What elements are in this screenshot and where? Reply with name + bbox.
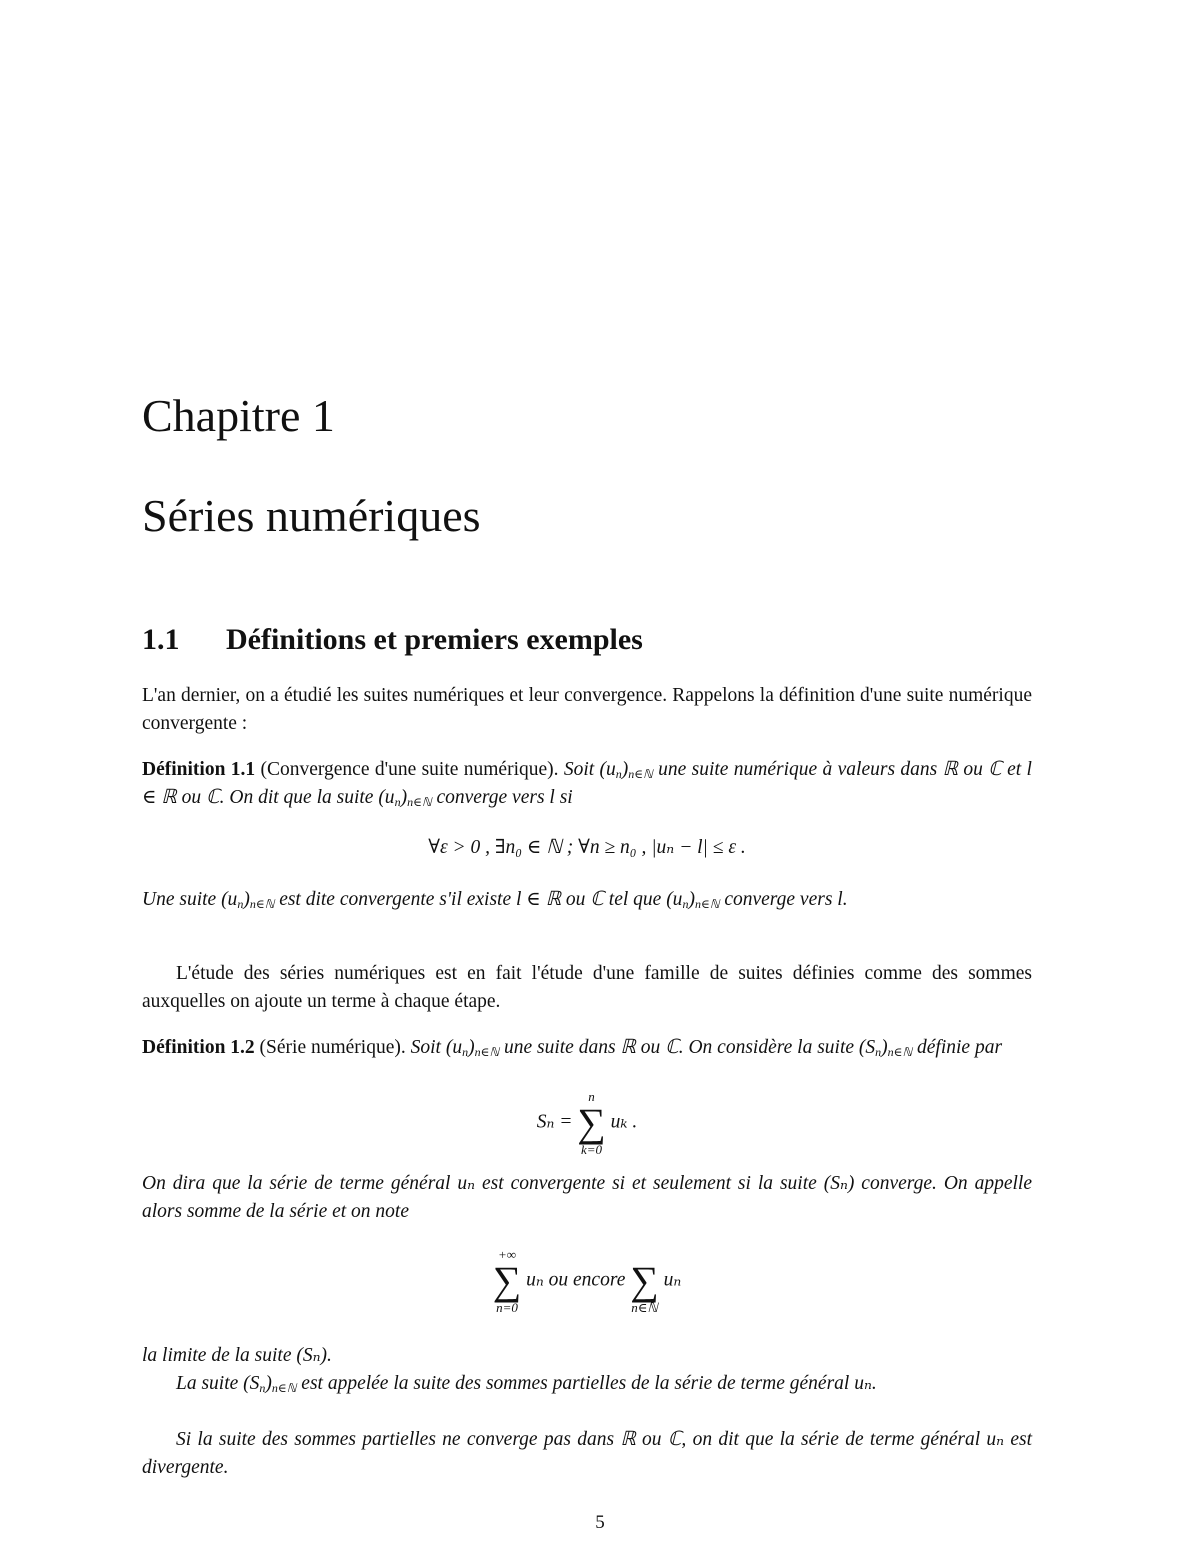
convergence-formula: ∀ε > 0 , ∃n₀ ∈ ℕ ; ∀n ≥ n₀ , |uₙ − l| ≤ ε . xyxy=(428,837,746,858)
definition-2-convergence: On dira que la série de terme général uₙ est convergente si et seulement si la suite (Sₙ) converge. On appelle alors somme de la série et on note xyxy=(142,1173,1032,1222)
series-sum-notation: +∞ ∑ n=0 uₙ ou encore ∑ n∈ℕ uₙ xyxy=(492,1247,682,1315)
definition-1-label: Définition 1.1 xyxy=(142,759,256,780)
paragraph-series-intro: L'étude des séries numériques est en fait l'étude d'une famille de suites définies comme des sommes auxquelles on ajoute un terme à chaque étape. xyxy=(142,963,1032,1012)
definition-1-after: Une suite $(u_n)_{n\in ℕ}$ est dite convergente s'il existe l ∈ ℝ ou ℂ tel que $(u_n)_{n\in ℕ}$ converge vers l. xyxy=(142,889,848,911)
definition-1-name: (Convergence d'une suite numérique). xyxy=(260,759,559,780)
divergent-paragraph: Si la suite des sommes partielles ne converge pas dans ℝ ou ℂ, on dit que la série de terme général uₙ est divergente. xyxy=(142,1429,1032,1478)
definition-2-label: Définition 1.2 xyxy=(142,1037,255,1058)
section-number: 1.1 xyxy=(142,623,180,656)
chapter-label: Chapitre 1 xyxy=(142,390,335,441)
section-title: Définitions et premiers exemples xyxy=(226,623,643,656)
intro-paragraph: L'an dernier, on a étudié les suites numériques et leur convergence. Rappelons la définition d'une suite numérique convergente : xyxy=(142,685,1032,734)
partial-sum-formula: Sₙ = n ∑ k=0 uₖ . xyxy=(536,1089,638,1157)
sigma-icon: n ∑ k=0 xyxy=(577,1089,606,1157)
chapter-title: Séries numériques xyxy=(142,490,481,541)
partial-sums-paragraph: La suite $(S_n)_{n\in ℕ}$ est appelée la suite des sommes partielles de la série de terme général uₙ. xyxy=(176,1373,877,1395)
definition-1-body: Soit $(u_n)_{n\in ℕ}$ une suite numérique à valeurs dans ℝ ou ℂ et l ∈ ℝ ou ℂ. On dit que la suite $(u_n)_{n\in ℕ}$ converge vers l si xyxy=(142,759,1032,809)
page-number: 5 xyxy=(595,1512,605,1533)
definition-1 xyxy=(142,756,1032,812)
limit-text: la limite de la suite (Sₙ). xyxy=(142,1345,332,1366)
definition-2-body: Soit $(u_n)_{n\in ℕ}$ une suite dans ℝ ou ℂ. On considère la suite $(S_n)_{n\in ℕ}$ définie par xyxy=(410,1037,1003,1059)
definition-2-name: (Série numérique). xyxy=(259,1037,406,1058)
definition-2 xyxy=(142,1034,1032,1062)
sigma-icon: +∞ ∑ n=0 xyxy=(492,1247,522,1315)
section-heading xyxy=(142,620,643,660)
sigma-icon: ∑ n∈ℕ xyxy=(630,1258,659,1315)
